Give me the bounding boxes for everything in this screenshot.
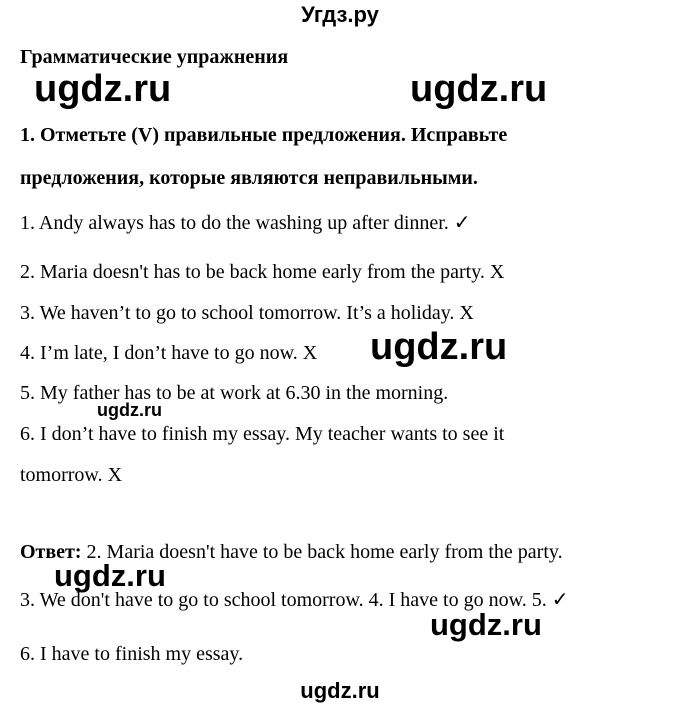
section-heading: Грамматические упражнения (20, 46, 289, 68)
sentence-6-continued: tomorrow. X (20, 464, 123, 486)
task-instruction-line-2: предложения, которые являются неправильными. (20, 167, 478, 189)
watermark-logo: ugdz.ru (410, 68, 548, 110)
sentence-2: 2. Maria doesn't has to be back home early from the party. X (20, 261, 505, 283)
sentence-1: 1. Andy always has to do the washing up after dinner. ✓ (20, 212, 471, 234)
watermark-logo: ugdz.ru (34, 68, 172, 110)
site-title: Угдз.ру (301, 2, 379, 27)
answer-label: Ответ: (20, 541, 82, 563)
sentence-3: 3. We haven’t to go to school tomorrow. It’s a holiday. X (20, 302, 474, 324)
watermark-logo: ugdz.ru (430, 607, 542, 642)
sentence-6: 6. I don’t have to finish my essay. My teacher wants to see it (20, 423, 505, 445)
answer-line-3: 6. I have to finish my essay. (20, 643, 244, 665)
watermark-logo: ugdz.ru (97, 400, 162, 420)
watermark-logo: ugdz.ru (54, 558, 166, 593)
sentence-4: 4. I’m late, I don’t have to go now. X (20, 342, 318, 364)
task-instruction-line-1: 1. Отметьте (V) правильные предложения. Исправьте (20, 124, 508, 146)
answer-text-1: 2. Maria doesn't have to be back home early from the party. (81, 541, 563, 563)
answer-line-2: 3. We don't have to go to school tomorrow. 4. I have to go now. 5. ✓ (20, 589, 569, 611)
sentence-5: 5. My father has to be at work at 6.30 in the morning. (20, 382, 449, 404)
watermark-logo: ugdz.ru (370, 326, 508, 368)
footer-watermark: ugdz.ru (300, 678, 380, 703)
